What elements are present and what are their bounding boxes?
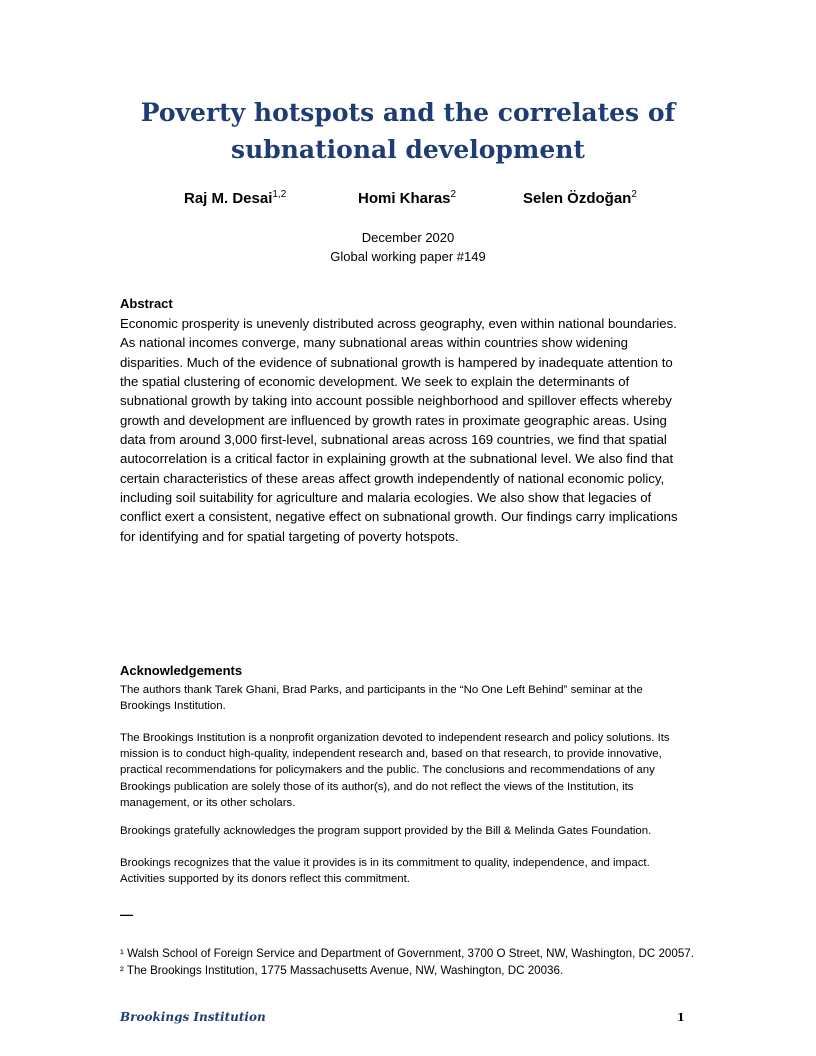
text-line: Brookings Institution.: [120, 700, 226, 713]
title-line-2: subnational development: [231, 135, 585, 164]
text-line: Brookings recognizes that the value it provides is in its commitment to quality, independence, and impact.: [120, 857, 650, 869]
abstract-line: subnational growth by taking into account possible neighborhood and spillover effects whereby: [120, 393, 672, 409]
footnote-separator: —: [120, 907, 133, 922]
author-affiliation: 1,2: [272, 189, 287, 200]
abstract-line: the spatial clustering of economic development. We seek to explain the determinants of: [120, 374, 630, 390]
text-line: Brookings publication are solely those of its author(s), and do not reflect the views of the Institution, its: [120, 780, 634, 793]
abstract-line: for identifying and for spatial targeting of poverty hotspots.: [120, 528, 459, 544]
text-line: management, or its other scholars.: [120, 796, 296, 809]
abstract-heading: Abstract: [120, 296, 173, 311]
paper-series: Global working paper #149: [330, 248, 486, 264]
author-affiliation: 2: [450, 189, 457, 200]
acknowledgements-heading: Acknowledgements: [120, 663, 243, 678]
title-line-1: Poverty hotspots and the correlates of: [140, 98, 676, 127]
abstract-line: data from around 3,000 first-level, subnational areas across 169 countries, we find that spatial: [120, 432, 667, 448]
text-line: Activities supported by its donors reflect this commitment.: [120, 873, 410, 886]
text-line: mission is to conduct high-quality, independent research and, based on that research, to provide innovative,: [120, 748, 662, 761]
abstract-line: disparities. Much of the evidence of subnational growth is hampered by inadequate attention to: [120, 354, 673, 370]
text-line: The authors thank Tarek Ghani, Brad Parks, and participants in the “No One Left Behind” seminar at the: [120, 684, 643, 696]
paper-title: [0, 94, 816, 168]
brookings-value: [120, 855, 710, 887]
gates-support: [120, 823, 710, 839]
author-desai: [184, 190, 286, 207]
acknowledgements-thanks: [120, 682, 710, 714]
abstract-line: including soil suitability for agriculture and malaria ecologies. We also show that legacies of: [120, 490, 652, 506]
footer-org: Brookings Institution: [120, 1010, 266, 1024]
abstract-line: As national incomes converge, many subnational areas within countries show widening: [120, 335, 629, 351]
author-affiliation: 2: [631, 189, 637, 200]
author-name: Homi Kharas: [358, 190, 451, 207]
author-kharas: [358, 190, 456, 207]
abstract-line: Economic prosperity is unevenly distributed across geography, even within national boundaries.: [120, 316, 677, 331]
author-ozdogan: [523, 190, 637, 207]
footnote-1: ¹ Walsh School of Foreign Service and Department of Government, 3700 O Street, NW, Washington, DC 20057.: [120, 947, 694, 960]
abstract-line: certain characteristics of these areas affect growth independently of national economic policy,: [120, 470, 665, 486]
text-line: Brookings gratefully acknowledges the program support provided by the Bill & Melinda Gates Foundation.: [120, 825, 652, 837]
abstract-line: autocorrelation is a critical factor in explaining growth at the subnational level. We also find that: [120, 451, 674, 467]
author-name: Selen Özdoğan: [523, 190, 632, 207]
footnote-2: ² The Brookings Institution, 1775 Massachusetts Avenue, NW, Washington, DC 20036.: [120, 964, 564, 977]
paper-meta: [0, 229, 816, 266]
brookings-mission: [120, 730, 710, 811]
paper-date: December 2020: [361, 230, 455, 245]
abstract-body: [120, 314, 700, 546]
page-number: 1: [677, 1011, 685, 1024]
text-line: practical recommendations for policymakers and the public. The conclusions and recommendations of any: [120, 764, 655, 777]
author-name: Raj M. Desai: [184, 190, 273, 207]
abstract-line: growth and development are influenced by growth rates in proximate geographic areas. Using: [120, 412, 667, 428]
abstract-line: conflict exert a consistent, negative effect on subnational growth. Our findings carry implications: [120, 509, 678, 525]
text-line: The Brookings Institution is a nonprofit organization devoted to independent research and policy solutions. Its: [120, 732, 670, 744]
